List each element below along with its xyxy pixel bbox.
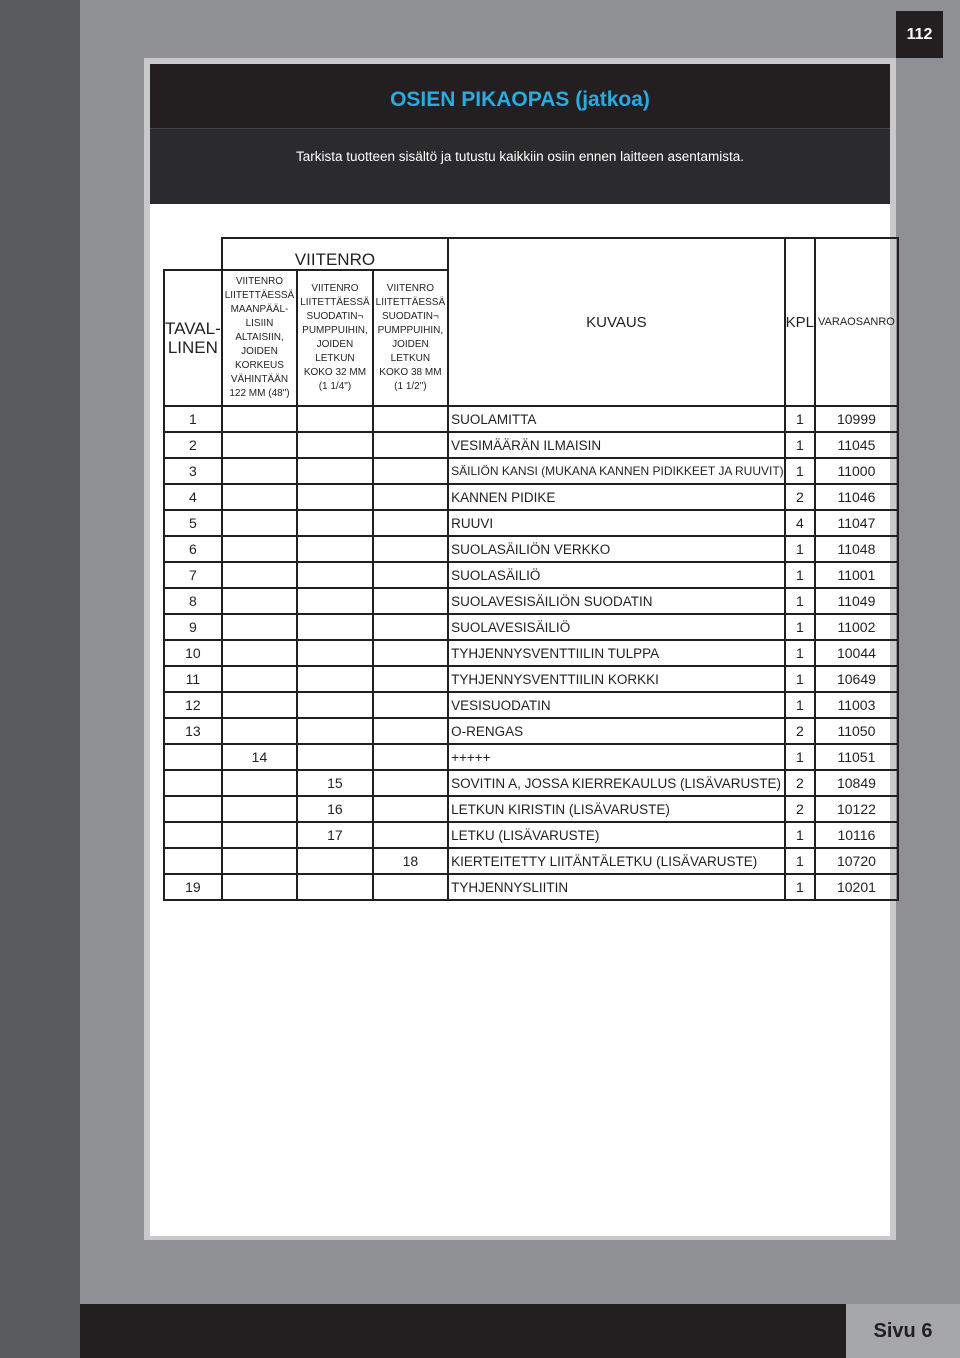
ref-suodatin-38 — [373, 692, 448, 718]
part-number: 11049 — [815, 588, 898, 614]
ref-tavallinen — [164, 744, 222, 770]
table-row — [164, 640, 898, 666]
table-row — [164, 458, 898, 484]
suodatin-38-header: VIITENRO LIITETTÄESSÄ SUODATIN¬ PUMPPUIHIN, JOIDEN LETKUN KOKO 38 MM (1 1/2") — [373, 270, 448, 406]
part-quantity: 1 — [785, 562, 815, 588]
table-row — [164, 744, 898, 770]
ref-tavallinen: 7 — [164, 562, 222, 588]
ref-suodatin-38 — [373, 562, 448, 588]
ref-suodatin-32 — [297, 614, 372, 640]
ref-suodatin-32 — [297, 562, 372, 588]
part-quantity: 2 — [785, 484, 815, 510]
ref-maanpaallisiin — [222, 796, 297, 822]
ref-maanpaallisiin — [222, 666, 297, 692]
part-number: 11047 — [815, 510, 898, 536]
ref-suodatin-38 — [373, 588, 448, 614]
ref-tavallinen: 11 — [164, 666, 222, 692]
ref-suodatin-32: 17 — [297, 822, 372, 848]
part-quantity: 4 — [785, 510, 815, 536]
part-description: SUOLAMITTA — [448, 406, 785, 432]
parts-table-body — [164, 406, 898, 900]
part-quantity: 1 — [785, 640, 815, 666]
ref-maanpaallisiin — [222, 692, 297, 718]
ref-maanpaallisiin — [222, 562, 297, 588]
ref-tavallinen — [164, 822, 222, 848]
ref-suodatin-32 — [297, 510, 372, 536]
ref-maanpaallisiin — [222, 822, 297, 848]
ref-maanpaallisiin — [222, 848, 297, 874]
part-description: +++++ — [448, 744, 785, 770]
table-row — [164, 536, 898, 562]
table-row — [164, 666, 898, 692]
part-quantity: 1 — [785, 536, 815, 562]
viitenro-group-header: VIITENRO — [222, 238, 448, 270]
kuvaus-header: KUVAUS — [448, 238, 785, 406]
part-number: 10116 — [815, 822, 898, 848]
part-quantity: 1 — [785, 822, 815, 848]
part-description: KANNEN PIDIKE — [448, 484, 785, 510]
ref-suodatin-38 — [373, 640, 448, 666]
ref-tavallinen: 12 — [164, 692, 222, 718]
page-number-badge: 112 — [896, 11, 943, 58]
suodatin-32-header: VIITENRO LIITETTÄESSÄ SUODATIN¬ PUMPPUIHIN, JOIDEN LETKUN KOKO 32 MM (1 1/4") — [297, 270, 372, 406]
part-description: TYHJENNYSVENTTIILIN KORKKI — [448, 666, 785, 692]
ref-suodatin-38 — [373, 536, 448, 562]
ref-suodatin-32 — [297, 588, 372, 614]
part-description: SUOLASÄILIÖN VERKKO — [448, 536, 785, 562]
ref-suodatin-32 — [297, 406, 372, 432]
part-number: 11000 — [815, 458, 898, 484]
subtitle-bar — [150, 128, 890, 204]
page-title: OSIEN PIKAOPAS (jatkoa) — [390, 88, 650, 111]
part-description: RUUVI — [448, 510, 785, 536]
table-row — [164, 510, 898, 536]
ref-tavallinen: 19 — [164, 874, 222, 900]
maanpaallisiin-header: VIITENRO LIITETTÄESSÄ MAANPÄÄL- LISIIN ALTAISIIN, JOIDEN KORKEUS VÄHINTÄÄN 122 MM (48") — [222, 270, 297, 406]
part-description: KIERTEITETTY LIITÄNTÄLETKU (LISÄVARUSTE) — [448, 848, 785, 874]
part-description: O-RENGAS — [448, 718, 785, 744]
part-number: 11045 — [815, 432, 898, 458]
varaosanro-header: VARAOSANRO — [815, 238, 898, 406]
ref-maanpaallisiin — [222, 510, 297, 536]
ref-suodatin-32 — [297, 432, 372, 458]
part-number: 11048 — [815, 536, 898, 562]
ref-tavallinen: 5 — [164, 510, 222, 536]
ref-tavallinen: 3 — [164, 458, 222, 484]
part-quantity: 1 — [785, 614, 815, 640]
part-number: 10999 — [815, 406, 898, 432]
ref-suodatin-32 — [297, 874, 372, 900]
part-number: 10044 — [815, 640, 898, 666]
ref-suodatin-38 — [373, 796, 448, 822]
ref-suodatin-38 — [373, 484, 448, 510]
ref-maanpaallisiin — [222, 432, 297, 458]
ref-tavallinen — [164, 796, 222, 822]
ref-maanpaallisiin — [222, 484, 297, 510]
table-row — [164, 874, 898, 900]
part-number: 11050 — [815, 718, 898, 744]
part-description: VESISUODATIN — [448, 692, 785, 718]
left-margin-strip — [0, 0, 80, 1358]
ref-suodatin-38 — [373, 458, 448, 484]
part-number: 10649 — [815, 666, 898, 692]
ref-tavallinen: 9 — [164, 614, 222, 640]
ref-tavallinen: 4 — [164, 484, 222, 510]
ref-tavallinen: 8 — [164, 588, 222, 614]
ref-maanpaallisiin — [222, 406, 297, 432]
table-row — [164, 692, 898, 718]
part-number: 11001 — [815, 562, 898, 588]
part-quantity: 1 — [785, 744, 815, 770]
ref-tavallinen — [164, 770, 222, 796]
ref-suodatin-38 — [373, 744, 448, 770]
part-description: SÄILIÖN KANSI (MUKANA KANNEN PIDIKKEET JA RUUVIT) — [448, 458, 785, 484]
part-number: 11003 — [815, 692, 898, 718]
ref-suodatin-32 — [297, 718, 372, 744]
ref-suodatin-32 — [297, 744, 372, 770]
ref-suodatin-32 — [297, 692, 372, 718]
ref-suodatin-38 — [373, 822, 448, 848]
part-quantity: 1 — [785, 458, 815, 484]
ref-suodatin-32 — [297, 458, 372, 484]
part-quantity: 1 — [785, 432, 815, 458]
ref-suodatin-38 — [373, 874, 448, 900]
part-description: SUOLASÄILIÖ — [448, 562, 785, 588]
ref-maanpaallisiin — [222, 536, 297, 562]
part-quantity: 2 — [785, 796, 815, 822]
footer-bar — [80, 1304, 846, 1358]
part-quantity: 1 — [785, 406, 815, 432]
part-description: VESIMÄÄRÄN ILMAISIN — [448, 432, 785, 458]
ref-suodatin-32: 16 — [297, 796, 372, 822]
ref-maanpaallisiin — [222, 640, 297, 666]
table-row — [164, 588, 898, 614]
ref-tavallinen: 2 — [164, 432, 222, 458]
ref-suodatin-38 — [373, 666, 448, 692]
ref-tavallinen: 6 — [164, 536, 222, 562]
table-row — [164, 822, 898, 848]
part-quantity: 2 — [785, 770, 815, 796]
tavallinen-header: TAVAL- LINEN — [164, 270, 222, 406]
ref-suodatin-32 — [297, 484, 372, 510]
ref-suodatin-38 — [373, 770, 448, 796]
part-number: 10122 — [815, 796, 898, 822]
table-row — [164, 848, 898, 874]
part-quantity: 2 — [785, 718, 815, 744]
ref-suodatin-38 — [373, 510, 448, 536]
part-description: SUOLAVESISÄILIÖ — [448, 614, 785, 640]
kpl-header: KPL — [785, 238, 815, 406]
table-row — [164, 484, 898, 510]
ref-suodatin-32 — [297, 536, 372, 562]
part-quantity: 1 — [785, 874, 815, 900]
ref-suodatin-38 — [373, 614, 448, 640]
table-row — [164, 432, 898, 458]
table-row — [164, 614, 898, 640]
table-row — [164, 796, 898, 822]
ref-maanpaallisiin: 14 — [222, 744, 297, 770]
parts-table — [163, 237, 899, 901]
footer-page-label: Sivu 6 — [846, 1304, 960, 1358]
part-description: TYHJENNYSLIITIN — [448, 874, 785, 900]
ref-suodatin-32 — [297, 640, 372, 666]
part-number: 10849 — [815, 770, 898, 796]
part-number: 11046 — [815, 484, 898, 510]
ref-maanpaallisiin — [222, 614, 297, 640]
ref-suodatin-32 — [297, 848, 372, 874]
part-number: 11051 — [815, 744, 898, 770]
ref-suodatin-32 — [297, 666, 372, 692]
ref-tavallinen: 13 — [164, 718, 222, 744]
table-row — [164, 718, 898, 744]
part-description: LETKU (LISÄVARUSTE) — [448, 822, 785, 848]
part-description: TYHJENNYSVENTTIILIN TULPPA — [448, 640, 785, 666]
ref-suodatin-38: 18 — [373, 848, 448, 874]
ref-suodatin-38 — [373, 718, 448, 744]
ref-maanpaallisiin — [222, 718, 297, 744]
ref-maanpaallisiin — [222, 874, 297, 900]
ref-suodatin-38 — [373, 406, 448, 432]
part-quantity: 1 — [785, 588, 815, 614]
page-subtitle: Tarkista tuotteen sisältö ja tutustu kaikkiin osiin ennen laitteen asentamista. — [296, 149, 744, 164]
ref-tavallinen: 1 — [164, 406, 222, 432]
ref-tavallinen — [164, 848, 222, 874]
part-quantity: 1 — [785, 692, 815, 718]
part-quantity: 1 — [785, 848, 815, 874]
part-description: LETKUN KIRISTIN (LISÄVARUSTE) — [448, 796, 785, 822]
ref-maanpaallisiin — [222, 588, 297, 614]
part-description: SUOLAVESISÄILIÖN SUODATIN — [448, 588, 785, 614]
part-number: 10720 — [815, 848, 898, 874]
part-number: 11002 — [815, 614, 898, 640]
table-row — [164, 562, 898, 588]
ref-tavallinen: 10 — [164, 640, 222, 666]
part-description: SOVITIN A, JOSSA KIERREKAULUS (LISÄVARUSTE) — [448, 770, 785, 796]
ref-maanpaallisiin — [222, 770, 297, 796]
ref-maanpaallisiin — [222, 458, 297, 484]
table-row — [164, 770, 898, 796]
header-block — [150, 64, 890, 204]
part-number: 10201 — [815, 874, 898, 900]
ref-suodatin-38 — [373, 432, 448, 458]
ref-suodatin-32: 15 — [297, 770, 372, 796]
table-row — [164, 406, 898, 432]
part-quantity: 1 — [785, 666, 815, 692]
